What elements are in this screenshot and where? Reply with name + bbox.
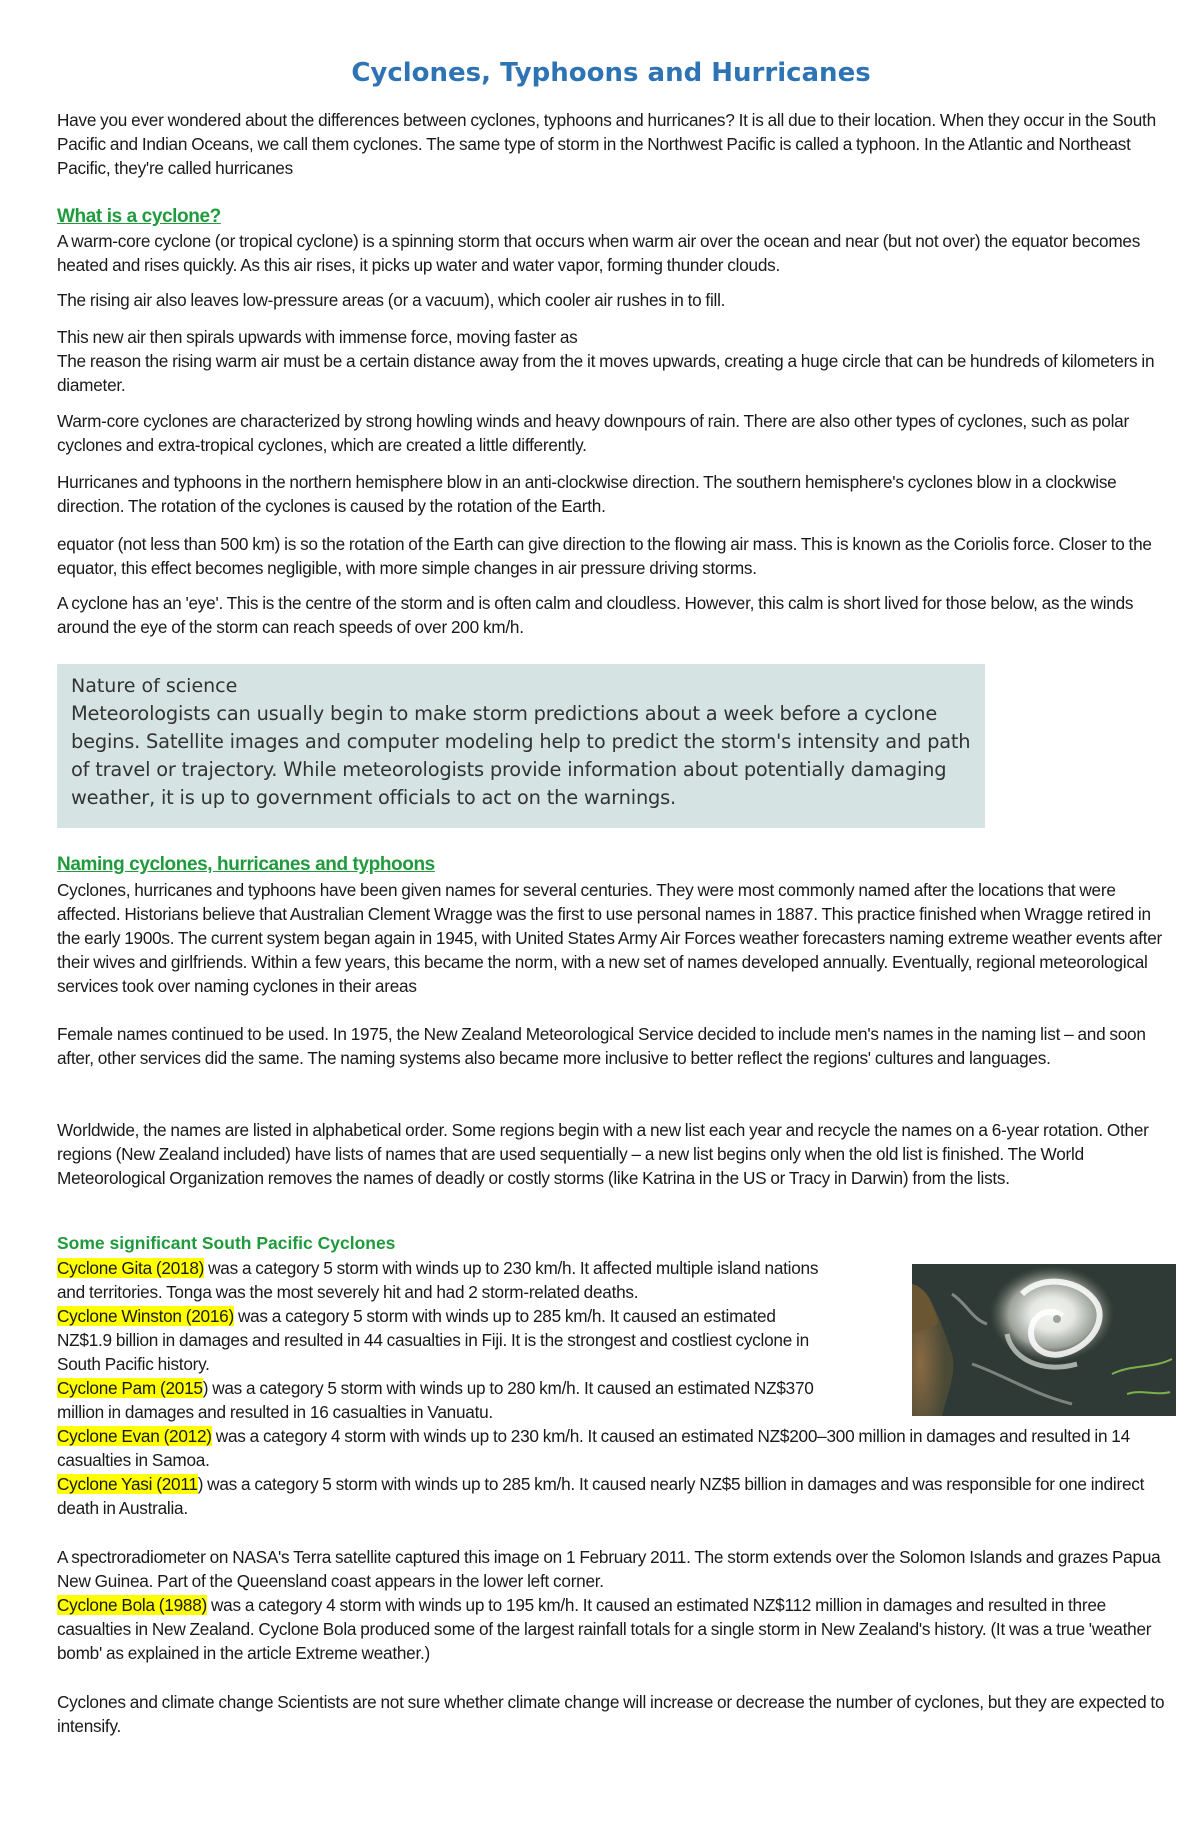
satellite-cyclone-icon [912, 1264, 1176, 1416]
s2-p2-block [57, 1022, 1165, 1070]
cyclone-evan-name: Cyclone Evan (2012) [57, 1426, 212, 1446]
s1-p2-block [57, 288, 1165, 312]
s1-paragraph-6: equator (not less than 500 km) is so the rotation of the Earth can give direction to the flowing air mass. This is known as the Coriolis force. Closer to the equator, this effect becomes negligible, with more simple changes in air pressure driving storms. [57, 534, 1152, 578]
s1-paragraph-4: Warm-core cyclones are characterized by strong howling winds and heavy downpours of rain. There are also other types of cyclones, such as polar cyclones and extra-tropical cyclones, which are created a little differently. [57, 411, 1129, 455]
climate-block [57, 1690, 1165, 1738]
s1-p7-block [57, 591, 1165, 639]
cyclone-pam-name: Cyclone Pam (2015 [57, 1378, 203, 1398]
climate-change-paragraph: Cyclones and climate change Scientists are not sure whether climate change will increase or decrease the number of cyclones, but they are expected to intensify. [57, 1692, 1165, 1736]
s1-p4-block [57, 409, 1165, 457]
cyclone-winston-line-2: NZ$1.9 billion in damages and resulted in 44 casualties in Fiji. It is the strongest and costliest cyclone in [57, 1330, 809, 1350]
cyclone-bola-text: was a category 4 storm with winds up to 195 km/h. It caused an estimated NZ$112 million in damages and resulted in three casualties in New Zealand. Cyclone Bola produced some of the largest rainfall totals for a single storm in New Zealand's history. (It was a true 'weather bomb' as explained in the article Extreme weather.) [57, 1595, 1152, 1663]
cyclone-yasi-text: ) was a category 5 storm with winds up to 285 km/h. It caused nearly NZ$5 billion in damages and was responsible for one indirect death in Australia. [57, 1474, 1145, 1518]
s1-p6-block [57, 532, 1165, 580]
section-heading-naming: Naming cyclones, hurricanes and typhoons [57, 854, 435, 875]
s1-paragraph-7: A cyclone has an 'eye'. This is the centre of the storm and is often calm and cloudless. However, this calm is short lived for those below, as the winds around the eye of the storm can reach speeds of over 200 km/h. [57, 593, 1134, 637]
section-what-is-cyclone [57, 205, 1165, 229]
cyclone-winston-line-1 [57, 1304, 897, 1328]
s1-p5-block [57, 470, 1165, 518]
cyclone-gita-line-1 [57, 1256, 897, 1280]
s1-paragraph-3b: The reason the rising warm air must be a certain distance away from the it moves upwards, creating a huge circle that can be hundreds of kilometers in diameter. [57, 351, 1155, 395]
cyclone-pam-line-1 [57, 1376, 897, 1400]
nature-of-science-title: Nature of science [71, 675, 238, 697]
s1-paragraph-3a: This new air then spirals upwards with immense force, moving faster as [57, 327, 578, 347]
cyclone-gita-text-1: was a category 5 storm with winds up to 230 km/h. It affected multiple island nations [204, 1258, 819, 1278]
cyclone-pam-text-1: ) was a category 5 storm with winds up to 280 km/h. It caused an estimated NZ$370 [202, 1378, 814, 1398]
cyclone-bola [57, 1593, 1165, 1665]
cyclone-yasi-name: Cyclone Yasi (2011 [57, 1474, 198, 1494]
spectroradiometer-paragraph: A spectroradiometer on NASA's Terra satellite captured this image on 1 February 2011. The storm extends over the Solomon Islands and grazes Papua New Guinea. Part of the Queensland coast appears in the lower left corner. [57, 1547, 1161, 1591]
cyclone-pam-line-2: million in damages and resulted in 16 casualties in Vanuatu. [57, 1402, 493, 1422]
cyclone-gita-name: Cyclone Gita (2018) [57, 1258, 205, 1278]
nature-of-science-body: Meteorologists can usually begin to make storm predictions about a week before a cyclone begins. Satellite images and computer modeling help to predict the storm's intensity and path of travel or trajectory. While meteorologists provide information about potentially damaging weather, it is up to government officials to act on the warnings. [71, 702, 971, 809]
s1-p3-block [57, 325, 1165, 397]
s1-paragraph-1: A warm-core cyclone (or tropical cyclone) is a spinning storm that occurs when warm air over the ocean and near (but not over) the equator becomes heated and rises quickly. As this air rises, it picks up water and water vapor, forming thunder clouds. [57, 231, 1141, 275]
s2-p3-block [57, 1118, 1165, 1190]
cyclone-evan [57, 1424, 1165, 1472]
cyclone-gita-line-2: and territories. Tonga was the most severely hit and had 2 storm-related deaths. [57, 1282, 639, 1302]
cyclone-list-wrapped [57, 1256, 897, 1424]
spectro-block [57, 1545, 1165, 1593]
cyclone-yasi [57, 1472, 1165, 1520]
cyclone-bola-name: Cyclone Bola (1988) [57, 1595, 207, 1615]
s2-p1-block [57, 878, 1165, 998]
s1-paragraph-2: The rising air also leaves low-pressure areas (or a vacuum), which cooler air rushes in to fill. [57, 290, 726, 310]
cyclone-evan-text: was a category 4 storm with winds up to 230 km/h. It caused an estimated NZ$200–300 million in damages and resulted in 14 casualties in Samoa. [57, 1426, 1130, 1470]
intro-block [57, 108, 1165, 180]
cyclone-winston-text-1: was a category 5 storm with winds up to 285 km/h. It caused an estimated [233, 1306, 776, 1326]
page-title: Cyclones, Typhoons and Hurricanes [351, 58, 871, 88]
section-significant-cyclones [57, 1231, 1165, 1255]
s2-paragraph-2: Female names continued to be used. In 1975, the New Zealand Meteorological Service decided to include men's names in the naming list – and soon after, other services did the same. The naming systems also became more inclusive to better reflect the regions' cultures and languages. [57, 1024, 1146, 1068]
cyclone-evan-block [57, 1424, 1165, 1472]
cyclone-winston-name: Cyclone Winston (2016) [57, 1306, 234, 1326]
cyclone-winston-line-3: South Pacific history. [57, 1354, 210, 1374]
cyclone-bola-block [57, 1593, 1165, 1665]
satellite-cyclone-image [912, 1264, 1176, 1416]
s2-paragraph-1: Cyclones, hurricanes and typhoons have been given names for several centuries. They were most commonly named after the locations that were affected. Historians believe that Australian Clement Wragge was the first to use personal names in 1887. This practice finished when Wragge retired in the early 1900s. The current system began again in 1945, with United States Army Air Forces weather forecasters naming extreme weather events after their wives and girlfriends. Within a few years, this became the norm, with a new set of names developed annually. Eventually, regional meteorological services took over naming cyclones in their areas [57, 880, 1163, 996]
cyclone-yasi-block [57, 1472, 1165, 1520]
section-naming [57, 853, 1165, 877]
s1-paragraph-5: Hurricanes and typhoons in the northern hemisphere blow in an anti-clockwise direction. The southern hemisphere's cyclones blow in a clockwise direction. The rotation of the cyclones is caused by the rotation of the Earth. [57, 472, 1117, 516]
section-heading-significant-cyclones: Some significant South Pacific Cyclones [57, 1233, 396, 1253]
intro-paragraph: Have you ever wondered about the differences between cyclones, typhoons and hurricanes? It is all due to their location. When they occur in the South Pacific and Indian Oceans, we call them cyclones. The same type of storm in the Northwest Pacific is called a typhoon. In the Atlantic and Northeast Pacific, they're called hurricanes [57, 110, 1156, 178]
s1-p1-block [57, 229, 1165, 277]
nature-of-science-box [57, 664, 985, 828]
section-heading-what-is-cyclone: What is a cyclone? [57, 206, 221, 227]
s2-paragraph-3: Worldwide, the names are listed in alphabetical order. Some regions begin with a new list each year and recycle the names on a 6-year rotation. Other regions (New Zealand included) have lists of names that are used sequentially – a new list begins only when the old list is finished. The World Meteorological Organization removes the names of deadly or costly storms (like Katrina in the US or Tracy in Darwin) from the lists. [57, 1120, 1149, 1188]
